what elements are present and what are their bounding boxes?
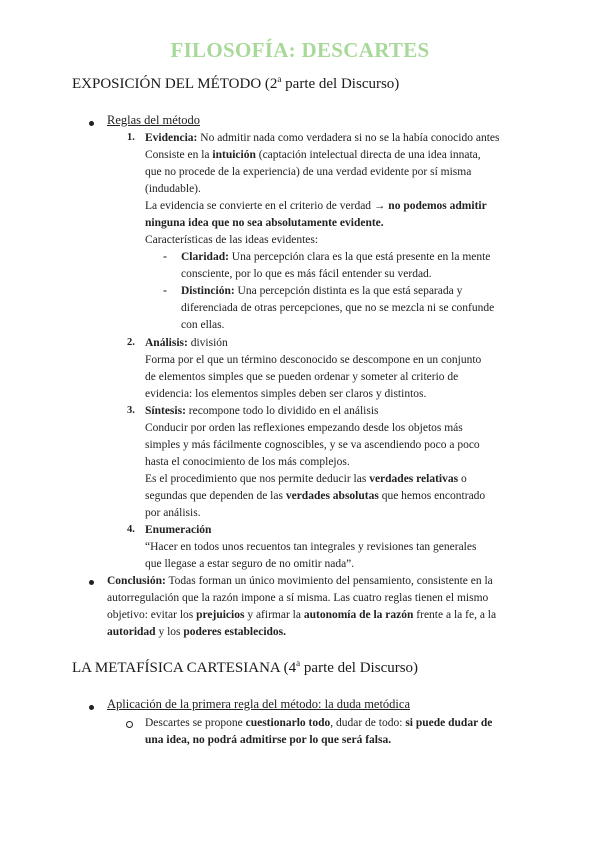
text-line: hasta el conocimiento de los más complejos.	[145, 456, 350, 468]
text-line: Es el procedimiento que nos permite deducir las verdades relativas o	[145, 473, 467, 485]
text-line: (indudable).	[145, 183, 201, 195]
rule-number: 4.	[127, 524, 135, 535]
rule-number: 3.	[127, 405, 135, 416]
text-line: Características de las ideas evidentes:	[145, 234, 319, 246]
text-line: La evidencia se convierte en el criterio de verdad → no podemos admitir	[145, 200, 487, 212]
bullet-dot-icon	[89, 121, 94, 126]
claridad-line: Claridad: Una percepción clara es la que está presente en la mente	[181, 251, 491, 263]
page-title: FILOSOFÍA: DESCARTES	[170, 38, 430, 62]
text-line: de elementos simples que se pueden ordenar y someter al criterio de	[145, 371, 459, 383]
text-line: autorregulación que la razón impone a sí misma. Las cuatro reglas tienen el mismo	[107, 592, 489, 604]
text-line: que llegase a estar seguro de no omitir nada”.	[145, 558, 355, 570]
rule-enumeracion-line: Enumeración	[145, 524, 212, 536]
bullet-reglas-del-metodo: Reglas del método	[107, 113, 201, 127]
text-line: “Hacer en todos unos recuentos tan integrales y revisiones tan generales	[145, 541, 477, 553]
section-heading-metafisica: LA METAFÍSICA CARTESIANA (4$^a$ parte del Discurso)	[72, 658, 419, 676]
text-line: Forma por el que un término desconocido se descompone en un conjunto	[145, 354, 482, 366]
bullet-aplicacion: Aplicación de la primera regla del método: la duda metódica	[107, 697, 411, 711]
text-line: Consiste en la intuición (captación intelectual directa de una idea innata,	[145, 149, 481, 161]
text-line: simples y más fácilmente cognoscibles, y se va ascendiendo poco a poco	[145, 439, 480, 451]
text-line: segundas que dependen de las verdades absolutas que hemos encontrado	[145, 490, 486, 502]
section-heading-metodo: EXPOSICIÓN DEL MÉTODO (2$^a$ parte del Discurso)	[72, 74, 400, 92]
text-line: diferenciada de otras percepciones, que no se mezcla ni se confunde	[181, 302, 495, 314]
text-line: Descartes se propone cuestionarlo todo, dudar de todo: si puede dudar de	[145, 717, 493, 729]
text-line: Conducir por orden las reflexiones empezando desde los objetos más	[145, 422, 463, 434]
bullet-circle-icon	[126, 721, 133, 728]
conclusion-line: Conclusión: Todas forman un único movimiento del pensamiento, consistente en la	[107, 575, 493, 587]
rule-analisis-line: Análisis: división	[145, 337, 228, 349]
text-line: objetivo: evitar los prejuicios y afirmar la autonomía de la razón frente a la fe, a la	[107, 609, 497, 621]
text-line: con ellas.	[181, 319, 225, 331]
text-line: ninguna idea que no sea absolutamente evidente.	[145, 217, 384, 229]
text-line: por análisis.	[145, 507, 201, 519]
rule-number: 1.	[127, 132, 135, 143]
dash-bullet: -	[163, 283, 167, 297]
bullet-dot-icon	[89, 705, 94, 710]
text-line: que no procede de la experiencia) de una verdad evidente por sí misma	[145, 166, 472, 178]
text-line: una idea, no podrá admitirse por lo que será falsa.	[145, 734, 392, 746]
text-line: consciente, por lo que es más fácil entender su verdad.	[181, 268, 432, 280]
dash-bullet: -	[163, 249, 167, 263]
text-line: autoridad y los poderes establecidos.	[107, 626, 287, 638]
rule-number: 2.	[127, 337, 135, 348]
distincion-line: Distinción: Una percepción distinta es la que está separada y	[181, 285, 463, 297]
text-line: evidencia: los elementos simples deben ser claros y distintos.	[145, 388, 427, 400]
bullet-dot-icon	[89, 580, 94, 585]
rule-evidencia-line: Evidencia: No admitir nada como verdadera si no se la había conocido antes	[145, 132, 500, 144]
rule-sintesis-line: Síntesis: recompone todo lo dividido en el análisis	[145, 405, 379, 417]
